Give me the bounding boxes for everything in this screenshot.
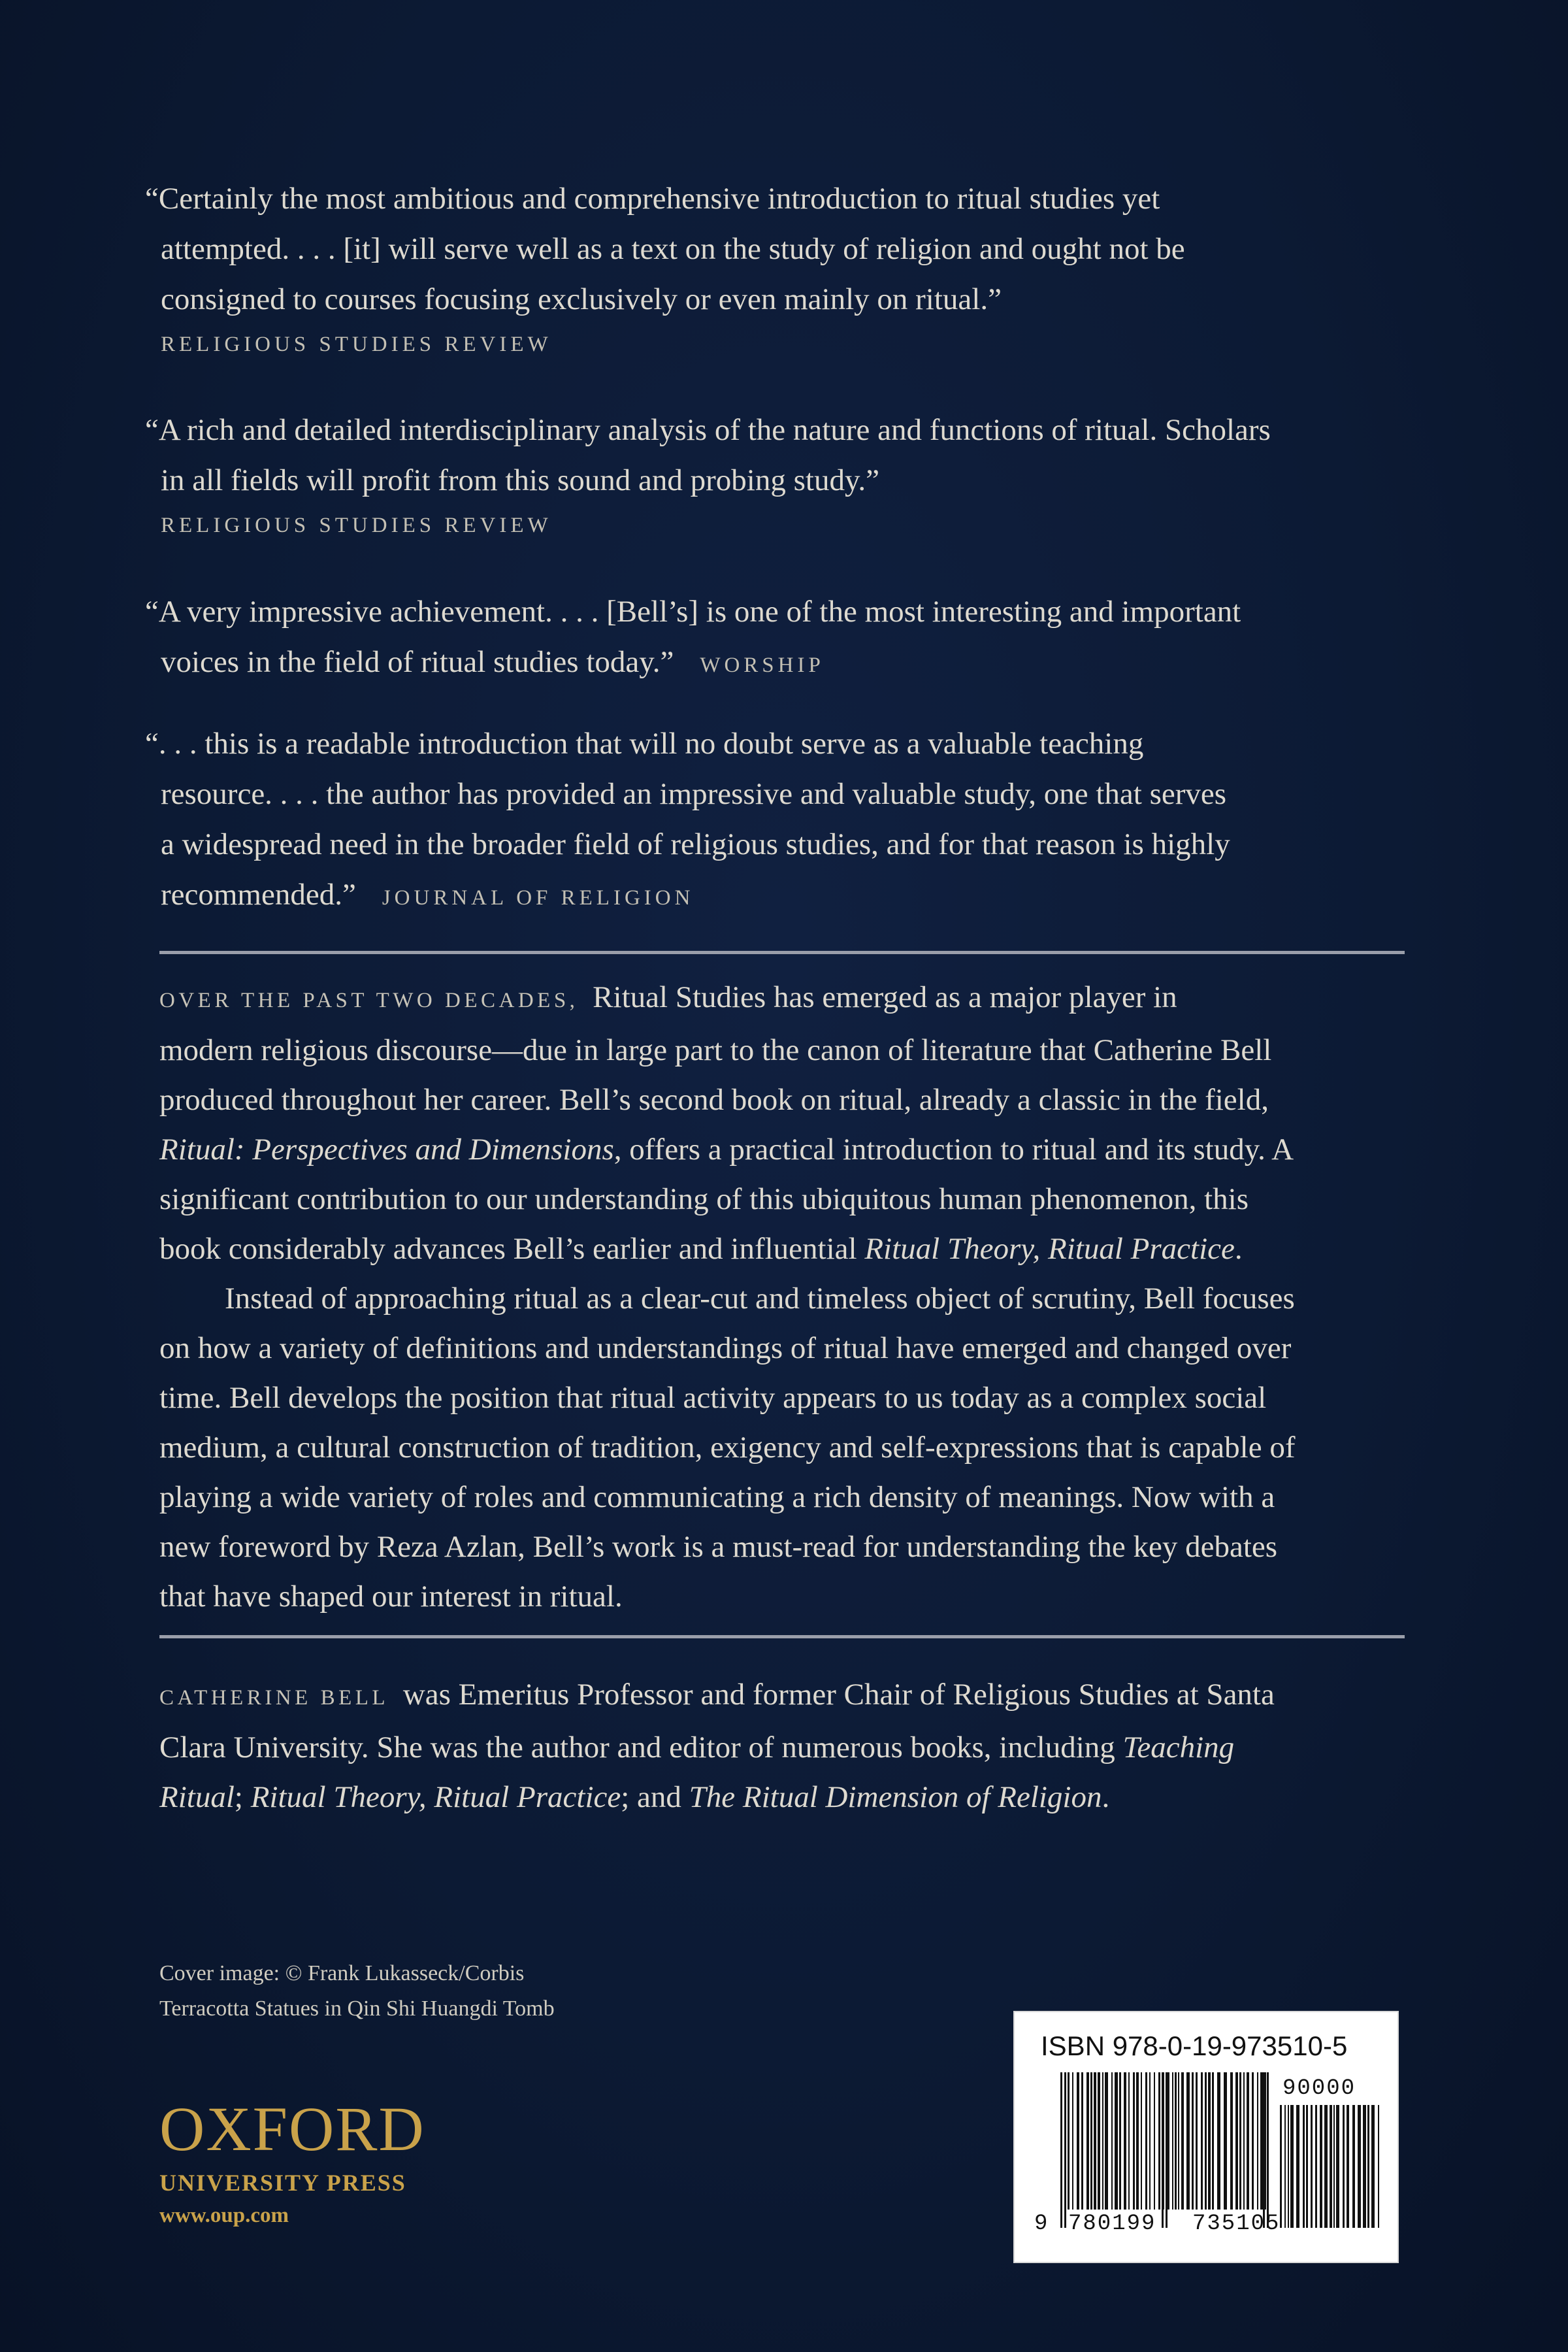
barcode-bar	[1303, 2105, 1305, 2228]
description-p2-line-1: Instead of approaching ritual as a clear-cut and timeless object of scrutiny, Bell focuses	[225, 1282, 1295, 1316]
description-p2-line-2: on how a variety of definitions and understandings of ritual have emerged and changed over	[159, 1331, 1292, 1365]
barcode-bar	[1158, 2072, 1160, 2210]
barcode-bar	[1343, 2105, 1345, 2228]
barcode-guard-bar	[1060, 2072, 1062, 2228]
publisher-subtitle: UNIVERSITY PRESS	[159, 2170, 406, 2196]
blurb-2	[145, 405, 1426, 544]
barcode-bar	[1077, 2072, 1079, 2210]
barcode-bar	[1336, 2105, 1339, 2228]
barcode-bar	[1128, 2072, 1130, 2210]
barcode-bar	[1371, 2105, 1375, 2228]
oxford-logo: OXFORD	[159, 2094, 425, 2164]
barcode-bar	[1154, 2072, 1155, 2210]
barcode-bar	[1306, 2105, 1308, 2228]
description-p2-line-3: time. Bell develops the position that ritual activity appears to us today as a complex social	[159, 1381, 1267, 1415]
barcode-bar	[1201, 2072, 1203, 2210]
barcode-bar	[1330, 2105, 1332, 2228]
blurb-1-line-1: “Certainly the most ambitious and comprehensive introduction to ritual studies yet	[145, 182, 1160, 216]
barcode-bar	[1324, 2105, 1328, 2228]
barcode-bar	[1133, 2072, 1135, 2210]
barcode-guard-bar	[1162, 2072, 1164, 2228]
barcode-bar	[1178, 2072, 1179, 2210]
description-lead-in: OVER THE PAST TWO DECADES,	[159, 989, 579, 1012]
blurb-2-source: RELIGIOUS STUDIES REVIEW	[161, 514, 552, 537]
author-name: CATHERINE BELL	[159, 1686, 389, 1710]
ean-digits-left: 780199	[1068, 2211, 1156, 2236]
barcode-bar	[1378, 2105, 1379, 2228]
divider-bottom	[159, 1635, 1405, 1638]
blurb-4-line-2: resource. . . . the author has provided an impressive and valuable study, one that serves	[161, 777, 1227, 811]
description-earlier-title: Ritual Theory, Ritual Practice	[864, 1232, 1235, 1266]
barcode-bar	[1141, 2072, 1142, 2210]
description-p2-line-5: playing a wide variety of roles and communicating a rich density of meanings. Now with a	[159, 1480, 1275, 1514]
author-book-teaching: Teaching	[1122, 1731, 1235, 1764]
barcode-bar	[1257, 2072, 1258, 2210]
blurb-1	[145, 174, 1426, 363]
barcode-bar	[1186, 2072, 1190, 2210]
barcode-bar	[1090, 2072, 1092, 2210]
description-p2-line-4: medium, a cultural construction of tradition, exigency and self-expressions that is capable of	[159, 1431, 1296, 1465]
barcode-bar	[1098, 2072, 1100, 2210]
divider-top	[159, 951, 1405, 954]
barcode-bar	[1230, 2072, 1233, 2210]
description-p2-line-6: new foreword by Reza Azlan, Bell’s work is a must-read for understanding the key debates	[159, 1530, 1278, 1564]
blurb-4	[145, 719, 1426, 923]
barcode-bar	[1192, 2072, 1194, 2210]
barcode-guard-bar	[1166, 2072, 1168, 2228]
description-p2-line-7: that have shaped our interest in ritual.	[159, 1580, 623, 1614]
barcode-bar	[1136, 2072, 1139, 2210]
barcode-bar	[1172, 2072, 1173, 2210]
blurb-3-line-2: voices in the field of ritual studies today.”	[161, 645, 674, 679]
barcode-guard-bar	[1263, 2072, 1265, 2228]
barcode-bar	[1086, 2072, 1089, 2210]
barcode-bar	[1239, 2072, 1241, 2210]
blurb-4-source: JOURNAL OF RELIGION	[382, 886, 694, 910]
author-book-theory: Ritual Theory, Ritual Practice	[250, 1780, 621, 1814]
barcode-bar	[1094, 2072, 1096, 2210]
barcode-bar	[1119, 2072, 1121, 2210]
blurb-1-line-3: consigned to courses focusing exclusively or even mainly on ritual.”	[161, 282, 1002, 316]
barcode-bar	[1288, 2105, 1289, 2228]
isbn-label: ISBN 978-0-19-973510-5	[1041, 2030, 1348, 2061]
isbn-barcode	[1013, 2011, 1399, 2263]
author-bio: CATHERINE BELL was Emeritus Professor and former Chair of Religious Studies at Santa Clara University. She was the author and editor of numerous books, including Teaching Ritual; Ritual Theory, Ritual Practice; and The Ritual Dimension of Religion.	[159, 1678, 1275, 1814]
barcode-bar	[1124, 2072, 1126, 2210]
barcode-bar	[1149, 2072, 1151, 2210]
author-bio-line-1: was Emeritus Professor and former Chair of Religious Studies at Santa	[395, 1678, 1275, 1712]
barcode-bar	[1072, 2072, 1073, 2210]
barcode-bar	[1358, 2105, 1361, 2228]
blurb-2-line-2: in all fields will profit from this sound and probing study.”	[161, 463, 880, 497]
barcode-bar	[1205, 2072, 1207, 2210]
blurb-1-source: RELIGIOUS STUDIES REVIEW	[161, 333, 552, 356]
author-book-ritual: Ritual	[159, 1780, 235, 1814]
blurb-4-line-4: recommended.”	[161, 878, 356, 912]
blurb-3	[145, 587, 1426, 691]
barcode-bar	[1181, 2072, 1184, 2210]
barcode-bar	[1175, 2072, 1177, 2210]
blurb-4-line-3: a widespread need in the broader field of religious studies, and for that reason is highly	[161, 827, 1230, 861]
barcode-bar	[1311, 2105, 1313, 2228]
barcode-bar	[1315, 2105, 1317, 2228]
price-code: 90000	[1282, 2076, 1356, 2101]
blurb-3-source: WORSHIP	[700, 654, 825, 677]
barcode-bar	[1217, 2072, 1220, 2210]
barcode-bar	[1081, 2072, 1083, 2210]
barcode-bar	[1243, 2072, 1245, 2210]
barcode-bar	[1252, 2072, 1254, 2210]
barcode-bar	[1265, 2072, 1266, 2210]
ean-digits	[1034, 2211, 1280, 2236]
barcode-bar	[1284, 2105, 1286, 2228]
barcode-guard-bar	[1064, 2072, 1066, 2228]
description-p1-line-1: Ritual Studies has emerged as a major player in	[585, 980, 1177, 1014]
barcode-bar	[1102, 2072, 1103, 2210]
book-description: OVER THE PAST TWO DECADES, Ritual Studies has emerged as a major player in modern religious discourse—due in large part to the canon of literature that Catherine Bell produced throughout her career. Bell’s second book on ritual, already a classic in the field, Ritual: Perspectives and Dimensions, offers a practical introduction to ritual and its study. A significant contribution to our understanding of this ubiquitous human phenomenon, this book considerably advances Bell’s earlier and influential Ritual Theory, Ritual Practice. Instead of approaching ritual as a clear-cut and timeless object of scrutiny, Bell focuses on how a variety of definitions and understandings of ritual have emerged and changed over time. Bell develops the position that ritual activity appears to us today as a complex social medium, a cultural construction of tradition, exigency and self-expressions that is capable of playing a wide variety of roles and communicating a rich density of meanings. Now with a new foreword by Reza Azlan, Bell’s work is a must-read for understanding the key debates that have shaped our interest in ritual.	[159, 972, 1401, 1621]
description-p1-line-3: produced throughout her career. Bell’s second book on ritual, already a classic in the field,	[159, 1083, 1269, 1117]
description-p1-line-6: book considerably advances Bell’s earlier and influential	[159, 1232, 865, 1266]
barcode-bar	[1111, 2072, 1113, 2210]
cover-credit	[159, 1956, 555, 2027]
barcode-bar	[1352, 2105, 1355, 2228]
description-p1-line-2: modern religious discourse—due in large part to the canon of literature that Catherine Bell	[159, 1033, 1272, 1067]
description-p1-line-5: significant contribution to our understanding of this ubiquitous human phenomenon, this	[159, 1182, 1249, 1216]
barcode-bar	[1367, 2105, 1369, 2228]
cover-credit-line-1: Cover image: © Frank Lukasseck/Corbis	[159, 1961, 525, 1985]
publisher-url: www.oup.com	[159, 2204, 289, 2227]
barcode-bar	[1115, 2072, 1118, 2210]
barcode-bar	[1333, 2105, 1335, 2228]
cover-credit-line-2: Terracotta Statues in Qin Shi Huangdi Tomb	[159, 1996, 555, 2021]
barcode-bar	[1105, 2072, 1108, 2210]
barcode-bar	[1212, 2072, 1214, 2210]
barcode-bar	[1347, 2105, 1349, 2228]
author-book-dimension: The Ritual Dimension of Religion	[689, 1780, 1102, 1814]
barcode-bar	[1320, 2105, 1322, 2228]
barcode-bar	[1247, 2072, 1249, 2210]
description-p1-line-4: , offers a practical introduction to ritual and its study. A	[613, 1133, 1294, 1167]
blurb-4-line-1: “. . . this is a readable introduction that will no doubt serve as a valuable teaching	[145, 727, 1144, 761]
barcode-bar	[1145, 2072, 1147, 2210]
barcode-bar	[1196, 2072, 1198, 2210]
barcode-bar	[1280, 2105, 1282, 2228]
barcode-guard-bar	[1267, 2072, 1269, 2228]
blurb-2-line-1: “A rich and detailed interdisciplinary analysis of the nature and functions of ritual. Scholars	[145, 413, 1271, 447]
barcode-bar	[1260, 2072, 1263, 2210]
author-bio-line-2: Clara University. She was the author and editor of numerous books, including	[159, 1731, 1123, 1764]
ean-digits-right: 735105	[1192, 2211, 1281, 2236]
barcode-bar	[1363, 2105, 1366, 2228]
blurb-1-line-2: attempted. . . . [it] will serve well as a text on the study of religion and ought not be	[161, 232, 1185, 266]
barcode-bar	[1068, 2072, 1070, 2210]
blurb-3-line-1: “A very impressive achievement. . . . [Bell’s] is one of the most interesting and important	[145, 595, 1241, 629]
description-book-title: Ritual: Perspectives and Dimensions	[159, 1133, 614, 1167]
barcode-bar	[1290, 2105, 1294, 2228]
ean-digit-first: 9	[1034, 2211, 1048, 2236]
barcode-bar	[1208, 2072, 1211, 2210]
barcode-bar	[1224, 2072, 1227, 2210]
barcode-bar	[1296, 2105, 1299, 2228]
barcode-bar	[1235, 2072, 1238, 2210]
